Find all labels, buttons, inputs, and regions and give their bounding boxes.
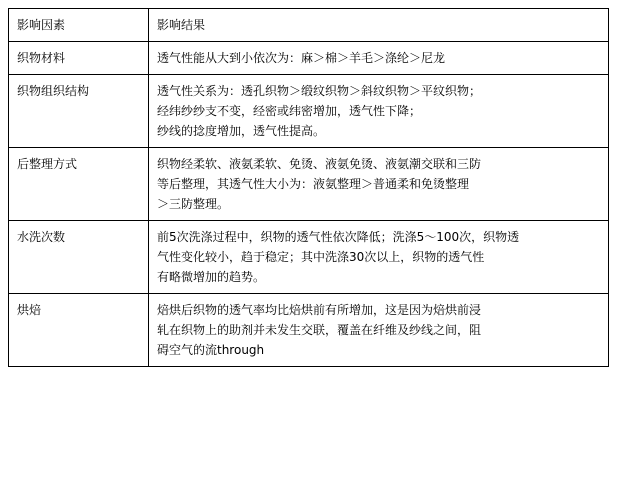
column-header-factor: 影响因素 [9, 9, 149, 42]
table-row [9, 294, 609, 367]
result-line: 透气性关系为：透孔织物＞缎纹织物＞斜纹织物＞平纹织物； [157, 84, 482, 98]
row-result-content [149, 75, 609, 148]
table-body [9, 9, 609, 367]
result-line: ＞三防整理。 [157, 197, 230, 211]
result-line: 透气性能从大到小依次为：麻＞棉＞羊毛＞涤纶＞尼龙 [157, 51, 446, 65]
result-line: 前5次洗涤过程中，织物的透气性依次降低；洗涤5～100次，织物透 [157, 230, 520, 244]
result-line: 轧在织物上的助剂并未发生交联，覆盖在纤维及纱线之间，阻 [157, 323, 482, 337]
row-factor-label: 织物组织结构 [9, 75, 149, 148]
row-result-content [149, 148, 609, 221]
influence-factor-table [8, 8, 609, 367]
column-header-result: 影响结果 [149, 9, 609, 42]
result-line: 气性变化较小，趋于稳定；其中洗涤30次以上，织物的透气性 [157, 250, 485, 264]
row-result-content [149, 294, 609, 367]
table-row [9, 42, 609, 75]
row-factor-label: 烘焙 [9, 294, 149, 367]
result-line: 织物经柔软、液氨柔软、免烫、液氨免烫、液氨潮交联和三防 [157, 157, 482, 171]
document-page [0, 8, 619, 502]
table-row [9, 148, 609, 221]
result-line: 纱线的捻度增加，透气性提高。 [157, 124, 326, 138]
row-factor-label: 水洗次数 [9, 221, 149, 294]
table-header-row [9, 9, 609, 42]
result-line: 等后整理，其透气性大小为：液氨整理＞普通柔和免烫整理 [157, 177, 470, 191]
row-result-content [149, 42, 609, 75]
row-factor-label: 后整理方式 [9, 148, 149, 221]
result-line: 经纬纱纱支不变，经密或纬密增加，透气性下降； [157, 104, 422, 118]
table-row [9, 221, 609, 294]
table-row [9, 75, 609, 148]
result-line: 有略微增加的趋势。 [157, 270, 266, 284]
result-line: 焙烘后织物的透气率均比焙烘前有所增加，这是因为焙烘前浸 [157, 303, 482, 317]
row-result-content [149, 221, 609, 294]
row-factor-label: 织物材料 [9, 42, 149, 75]
result-line: 碍空气的流through [157, 343, 265, 357]
